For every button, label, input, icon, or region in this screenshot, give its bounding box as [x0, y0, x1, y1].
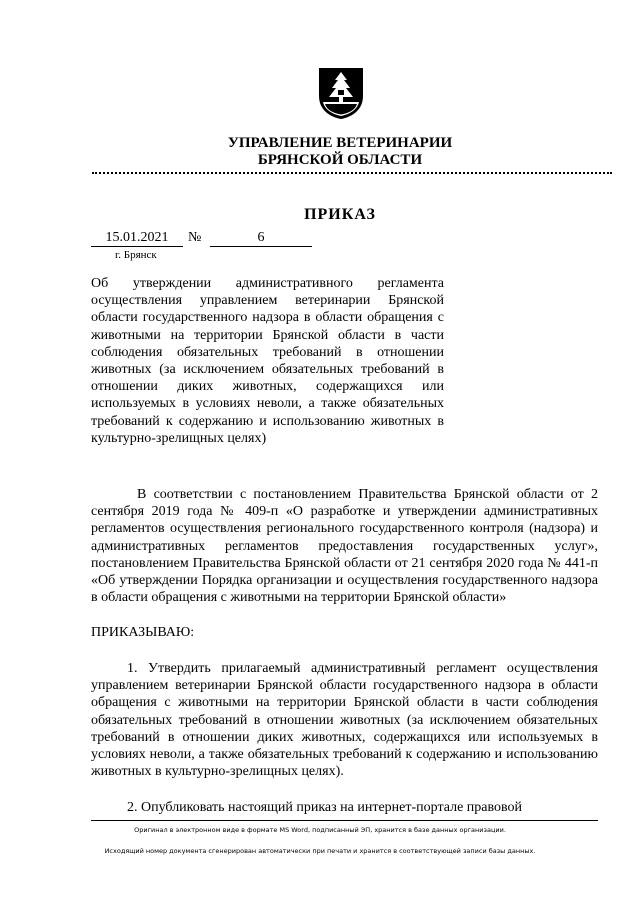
org-name-line2: БРЯНСКОЙ ОБЛАСТИ	[257, 152, 423, 168]
order-item-2: 2. Опубликовать настоящий приказ на интернет-портале правовой	[127, 800, 523, 815]
header-divider	[92, 172, 612, 174]
document-city: г. Брянск	[115, 249, 157, 261]
order-item-1: 1. Утвердить прилагаемый административный регламент осуществления управлением ветеринарии Брянской области государственного надзора в области обращения с животными на территории Брянской области в части соблюдения обязательных требований в отношении животных (за исключением обязательных требований в отношении диких животных, содержащихся или используемых в условиях неволи, а также обязательных требований к содержанию и использованию животных в культурно-зрелищных целях).	[91, 661, 598, 780]
footer-divider	[91, 820, 598, 821]
org-name-line1: УПРАВЛЕНИЕ ВЕТЕРИНАРИИ	[227, 135, 453, 151]
document-number: 6	[210, 230, 312, 247]
preamble-paragraph: В соответствии с постановлением Правительства Брянской области от 2 сентября 2019 года № 409-п «О разработке и утверждении административных регламентов осуществления регионального государственного контроля (надзора) и административных регламентов предоставления государственных услуг», постановлением Правительства Брянской области от 21 сентября 2020 года № 441-п «Об утверждении Порядка организации и осуществления государственного надзора в области обращения с животными на территории Брянской области»	[91, 487, 598, 606]
footer-note-original: Оригинал в электронном виде в формате MS Word, подписанный ЭП, хранится в базе данных организации.	[134, 826, 506, 834]
document-date: 15.01.2021	[91, 230, 183, 247]
bryansk-coat-of-arms-icon	[316, 66, 366, 120]
document-subject: Об утверждении административного регламента осуществления управлением ветеринарии Брянской области государственного надзора в области обращения с животными на территории Брянской области в части соблюдения обязательных требований в отношении животных (за исключением обязательных требований в отношении диких животных, содержащихся или используемых в условиях неволи, а также обязательных требований к содержанию и использованию животных в культурно-зрелищных целях)	[91, 276, 444, 446]
number-label: №	[188, 230, 202, 245]
document-title: ПРИКАЗ	[304, 206, 376, 223]
order-word: ПРИКАЗЫВАЮ:	[91, 625, 195, 640]
footer-note-number: Исходящий номер документа сгенерирован автоматически при печати и хранится в соответствующей записи базы данных.	[104, 847, 536, 855]
